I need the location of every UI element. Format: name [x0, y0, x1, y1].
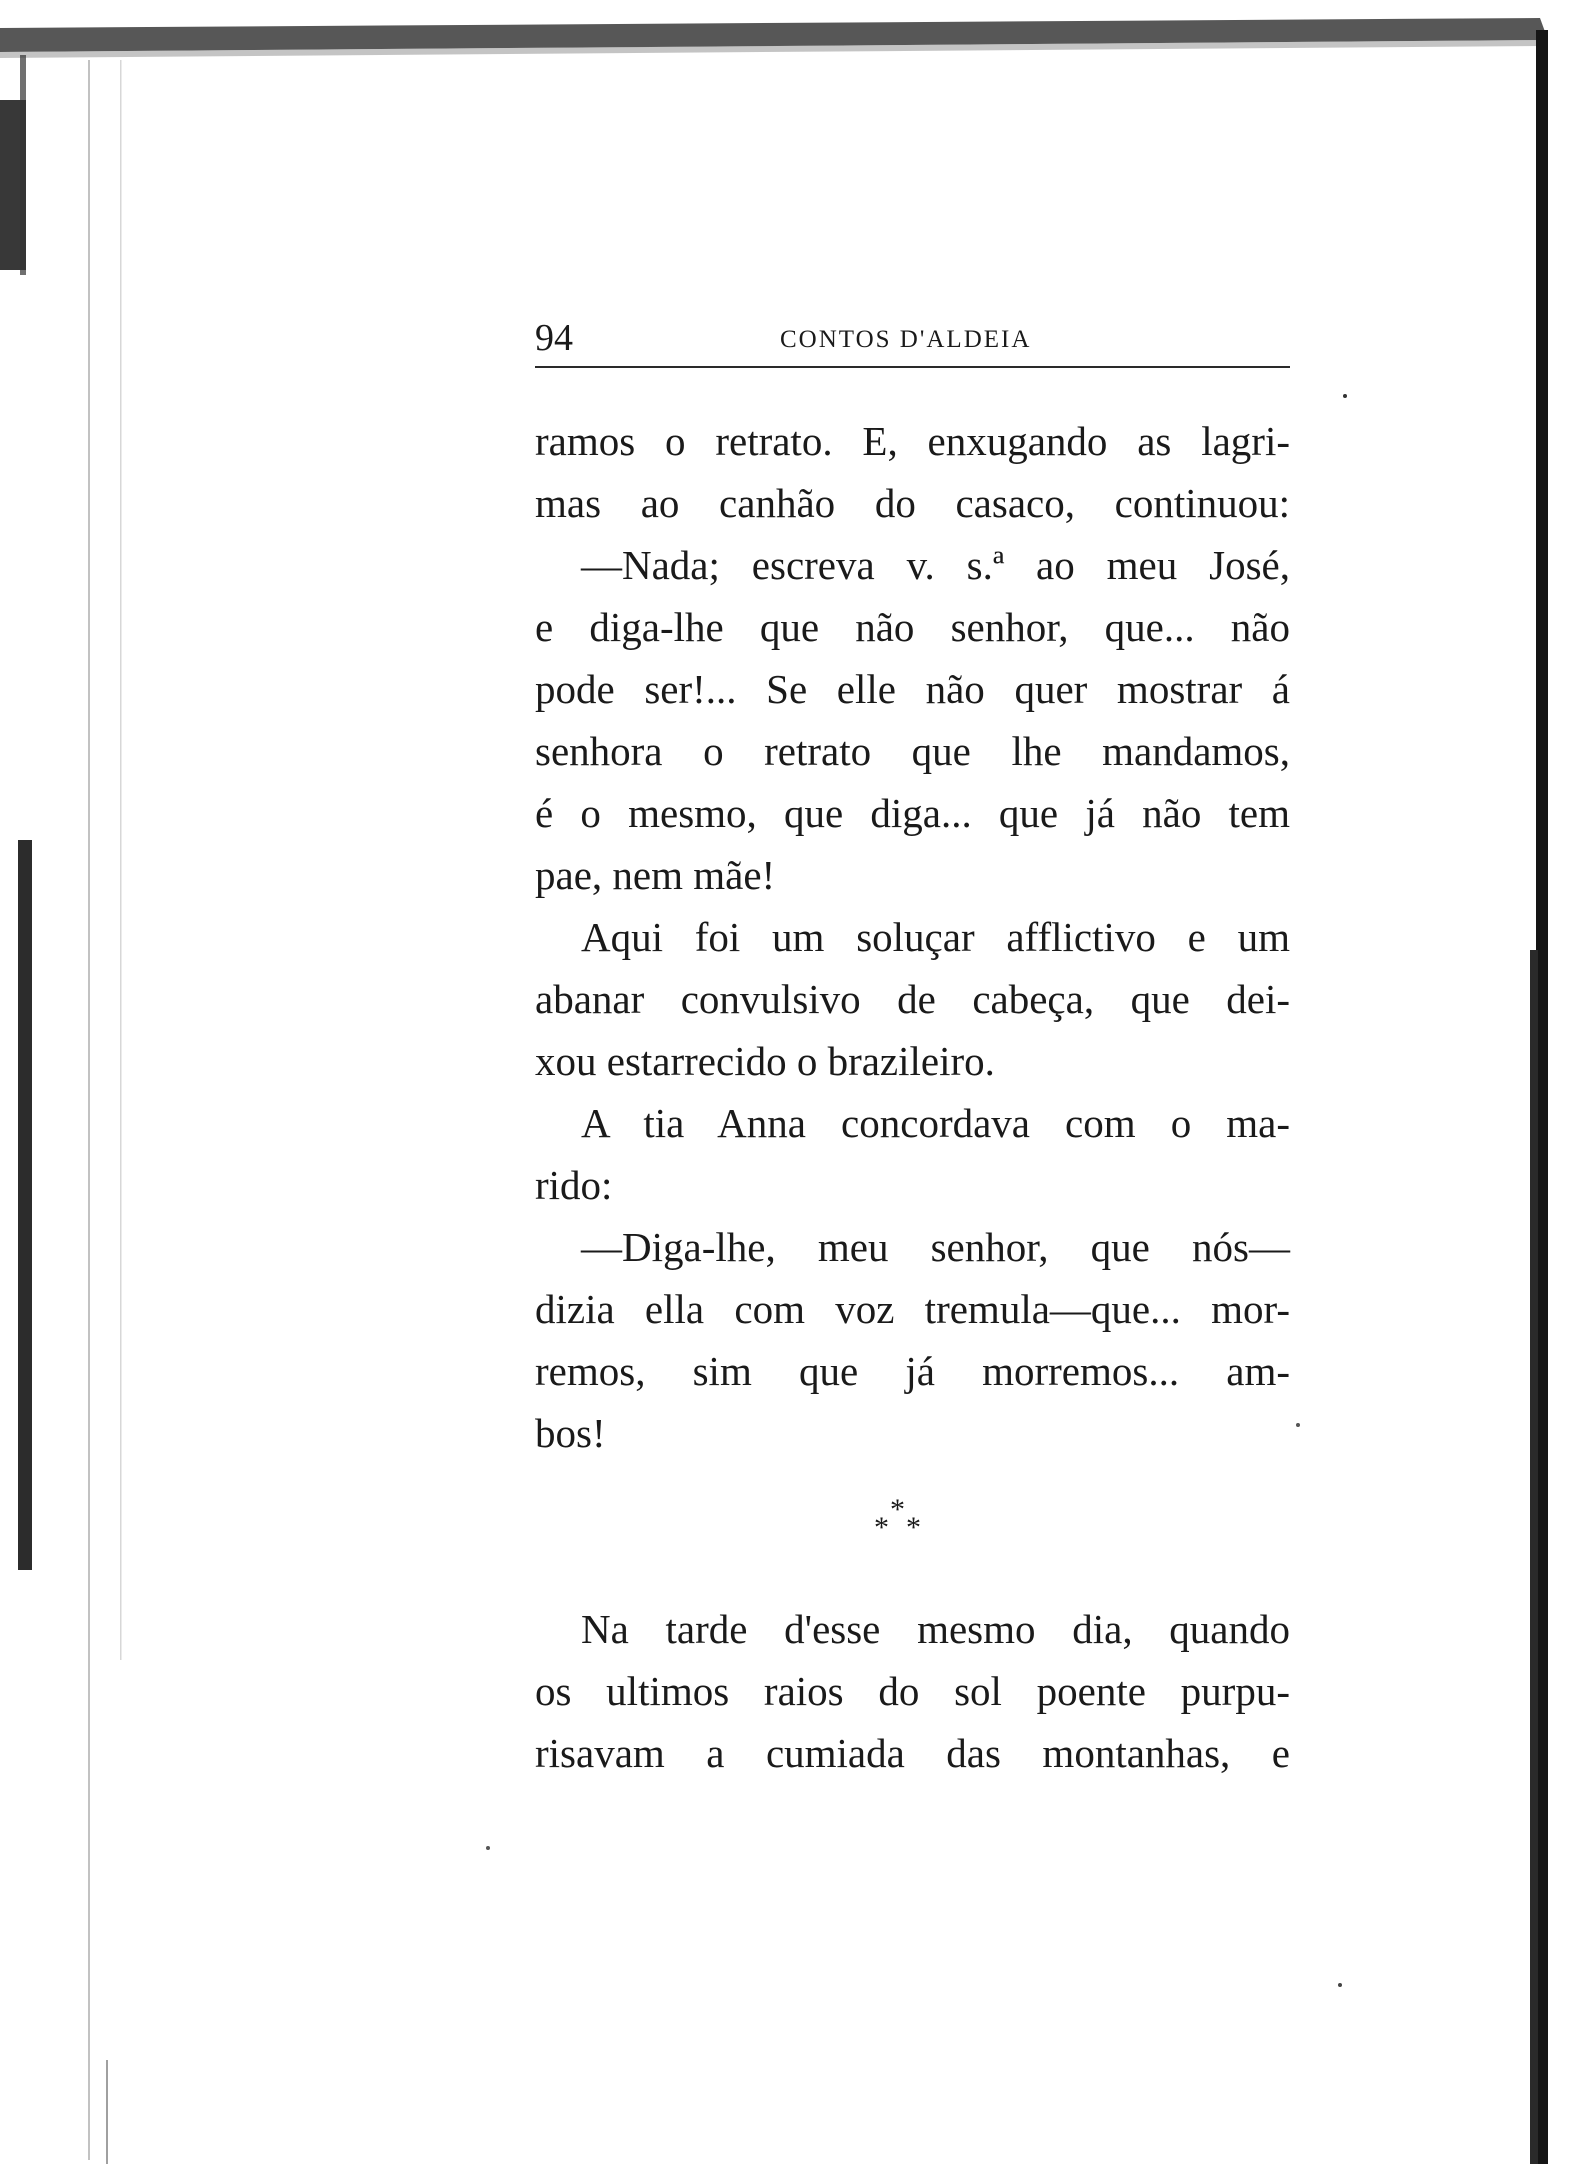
text-line: senhora o retrato que lhe mandamos,	[535, 728, 1290, 774]
body-text-continued	[535, 1598, 1290, 1784]
running-head: CONTOS D'ALDEIA	[780, 326, 1032, 353]
text-line: Aqui foi um soluçar afflictivo e um	[581, 914, 1290, 960]
text-line: dizia ella com voz tremula—que... mor-	[535, 1286, 1290, 1332]
text-line: pode ser!... Se elle não quer mostrar á	[535, 666, 1290, 712]
text-line: —Nada; escreva v. s.ª ao meu José,	[581, 542, 1290, 588]
asterism-star: *	[906, 1511, 921, 1544]
asterism-star: *	[874, 1511, 889, 1544]
text-line: ramos o retrato. E, enxugando as lagri-	[535, 418, 1290, 464]
text-line: pae, nem mãe!	[535, 852, 776, 898]
text-line: xou estarrecido o brazileiro.	[535, 1038, 995, 1084]
text-line: Na tarde d'esse mesmo dia, quando	[581, 1606, 1290, 1652]
text-line: rido:	[535, 1162, 613, 1208]
asterism-star: *	[890, 1493, 905, 1526]
text-line: remos, sim que já morremos... am-	[535, 1348, 1290, 1394]
text-line: e diga-lhe que não senhor, que... não	[535, 604, 1290, 650]
text-line: é o mesmo, que diga... que já não tem	[535, 790, 1290, 836]
asterism-separator	[858, 1495, 948, 1565]
text-line: abanar convulsivo de cabeça, que dei-	[535, 976, 1290, 1022]
page-header	[535, 318, 1290, 368]
body-text	[535, 410, 1290, 1464]
text-line: —Diga-lhe, meu senhor, que nós—	[581, 1224, 1290, 1270]
page-number: 94	[535, 317, 573, 359]
text-line: risavam a cumiada das montanhas, e	[535, 1730, 1290, 1776]
text-line: mas ao canhão do casaco, continuou:	[535, 480, 1290, 526]
text-line: os ultimos raios do sol poente purpu-	[535, 1668, 1290, 1714]
text-line: A tia Anna concordava com o ma-	[581, 1100, 1290, 1146]
text-line: bos!	[535, 1410, 606, 1456]
